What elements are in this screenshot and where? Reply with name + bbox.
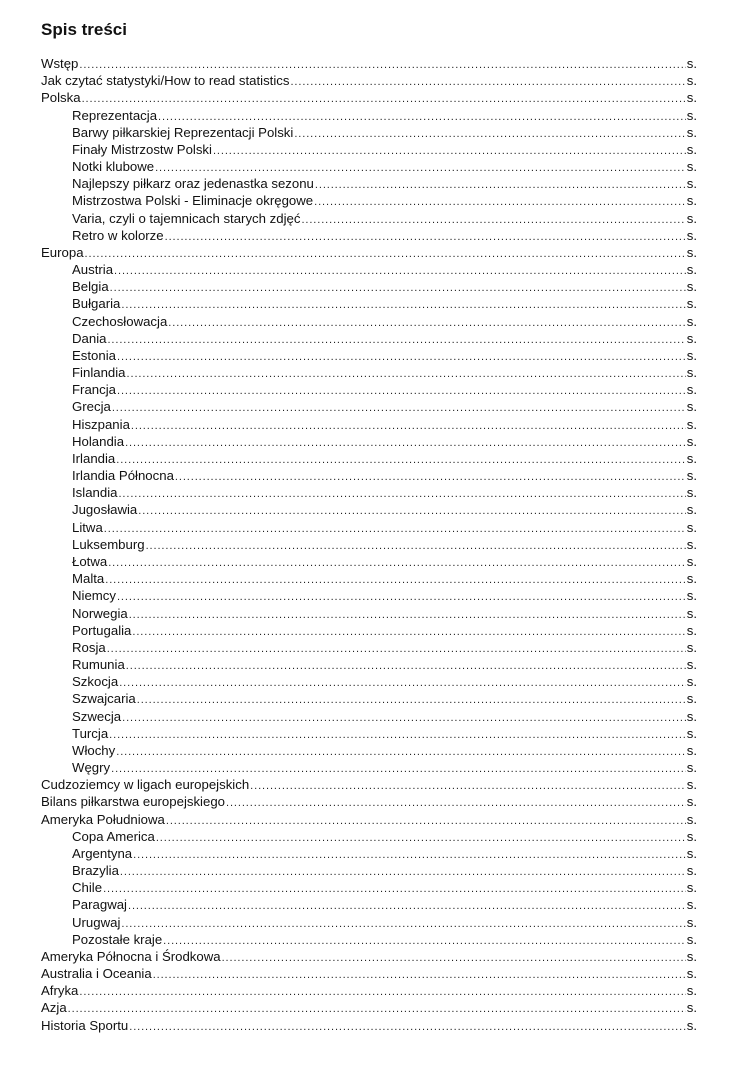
toc-entry-label: Bilans piłkarstwa europejskiego [41, 794, 225, 810]
toc-entry-label: Portugalia [72, 622, 132, 638]
toc-entry[interactable] [41, 828, 697, 845]
toc-entry-page: s. [686, 914, 697, 930]
toc-entry-label: Szwajcaria [72, 691, 136, 707]
toc-entry-label: Brazylia [72, 863, 119, 879]
toc-entry-page: s. [686, 244, 697, 260]
toc-entry-label: Irlandia [72, 450, 116, 466]
dot-leader [137, 692, 686, 707]
toc-entry[interactable] [41, 605, 697, 622]
toc-entry[interactable] [41, 725, 697, 742]
toc-entry[interactable] [41, 931, 697, 948]
toc-entry-label: Szwecja [72, 708, 122, 724]
dot-leader [127, 366, 686, 381]
toc-entry-page: s. [686, 536, 697, 552]
toc-entry-label: Irlandia Północna [72, 468, 174, 484]
dot-leader [314, 194, 686, 209]
toc-entry[interactable] [41, 570, 697, 587]
toc-entry-page: s. [686, 159, 697, 175]
dot-leader [79, 57, 685, 72]
dot-leader [68, 1001, 686, 1016]
dot-leader [129, 607, 686, 622]
toc-entry-label: Cudzoziemcy w ligach europejskich [41, 777, 250, 793]
toc-entry-page: s. [686, 742, 697, 758]
toc-entry[interactable] [41, 381, 697, 398]
toc-entry-label: Mistrzostwa Polski - Eliminacje okręgowe [72, 193, 314, 209]
toc-entry-page: s. [686, 399, 697, 415]
toc-entry-page: s. [686, 553, 697, 569]
dot-leader [290, 74, 685, 89]
dot-leader [109, 727, 686, 742]
toc-entry[interactable] [41, 89, 697, 106]
toc-entry[interactable] [41, 742, 697, 759]
toc-entry-label: Copa America [72, 828, 155, 844]
toc-entry[interactable] [41, 622, 697, 639]
toc-entry-label: Europa [41, 244, 84, 260]
toc-entry[interactable] [41, 519, 697, 536]
toc-entry-label: Szkocja [72, 674, 119, 690]
toc-entry-page: s. [686, 931, 697, 947]
dot-leader [133, 847, 686, 862]
toc-entry-label: Niemcy [72, 588, 116, 604]
toc-entry[interactable] [41, 948, 697, 965]
dot-leader [175, 469, 686, 484]
toc-entry-label: Najlepszy piłkarz oraz jedenastka sezonu [72, 176, 314, 192]
toc-entry[interactable] [41, 295, 697, 312]
toc-entry-page: s. [686, 845, 697, 861]
toc-entry[interactable] [41, 158, 697, 175]
dot-leader [116, 452, 685, 467]
dot-leader [114, 263, 686, 278]
toc-entry-label: Urugwaj [72, 914, 121, 930]
dot-leader [126, 658, 686, 673]
toc-entry-label: Włochy [72, 742, 116, 758]
toc-entry-label: Łotwa [72, 553, 108, 569]
toc-entry-page: s. [686, 811, 697, 827]
toc-entry[interactable] [41, 673, 697, 690]
toc-entry-label: Norwegia [72, 605, 128, 621]
toc-entry-page: s. [686, 193, 697, 209]
dot-leader [107, 332, 685, 347]
dot-leader [111, 761, 686, 776]
dot-leader [129, 1019, 686, 1034]
dot-leader [294, 126, 685, 141]
toc-entry-label: Argentyna [72, 845, 133, 861]
toc-entry-label: Varia, czyli o tajemnicach starych zdjęć [72, 210, 301, 226]
toc-entry-page: s. [686, 1017, 697, 1033]
toc-entry[interactable] [41, 845, 697, 862]
dot-leader [117, 383, 686, 398]
dot-leader [125, 435, 686, 450]
toc-entry[interactable] [41, 536, 697, 553]
dot-leader [122, 710, 686, 725]
toc-entry-page: s. [686, 897, 697, 913]
toc-entry-page: s. [686, 382, 697, 398]
dot-leader [103, 881, 686, 896]
toc-entry-label: Ameryka Południowa [41, 811, 165, 827]
dot-leader [110, 280, 686, 295]
toc-entry-label: Jugosławia [72, 502, 138, 518]
toc-entry[interactable] [41, 587, 697, 604]
dot-leader [132, 624, 685, 639]
toc-entry[interactable] [41, 313, 697, 330]
toc-entry-page: s. [686, 107, 697, 123]
toc-entry[interactable] [41, 965, 697, 982]
dot-leader [156, 830, 686, 845]
dot-leader [168, 315, 685, 330]
toc-entry[interactable] [41, 450, 697, 467]
dot-leader [128, 898, 686, 913]
toc-entry-label: Czechosłowacja [72, 313, 168, 329]
dot-leader [213, 143, 686, 158]
dot-leader [117, 589, 686, 604]
toc-entry-label: Paragwaj [72, 897, 127, 913]
dot-leader [107, 641, 686, 656]
toc-entry[interactable] [41, 690, 697, 707]
toc-entry-label: Historia Sportu [41, 1017, 129, 1033]
toc-entry-page: s. [686, 227, 697, 243]
dot-leader [108, 555, 686, 570]
toc-entry-page: s. [686, 124, 697, 140]
toc-entry-page: s. [686, 828, 697, 844]
toc-entry-page: s. [686, 948, 697, 964]
dot-leader [121, 916, 685, 931]
dot-leader [165, 229, 686, 244]
toc-entry-page: s. [686, 880, 697, 896]
toc-entry-label: Rosja [72, 639, 106, 655]
toc-entry-label: Retro w kolorze [72, 227, 164, 243]
toc-entry-page: s. [686, 416, 697, 432]
toc-entry-label: Wstęp [41, 56, 79, 71]
dot-leader [146, 538, 686, 553]
dot-leader [112, 400, 686, 415]
dot-leader [155, 160, 686, 175]
toc-entry-page: s. [686, 210, 697, 226]
toc-entry[interactable] [41, 261, 697, 278]
toc-entry[interactable] [41, 416, 697, 433]
toc-entry[interactable] [41, 759, 697, 776]
toc-entry-page: s. [686, 966, 697, 982]
toc-entry-label: Malta [72, 571, 105, 587]
toc-entry[interactable] [41, 398, 697, 415]
toc-entry-label: Barwy piłkarskiej Reprezentacji Polski [72, 124, 294, 140]
toc-entry[interactable] [41, 330, 697, 347]
toc-entry[interactable] [41, 192, 697, 209]
toc-entry-page: s. [686, 141, 697, 157]
toc-entry-page: s. [686, 365, 697, 381]
toc-entry[interactable] [41, 175, 697, 192]
toc-entry-label: Ameryka Północna i Środkowa [41, 948, 221, 964]
toc-title: Spis treści [41, 20, 127, 39]
toc-entry-label: Francja [72, 382, 116, 398]
toc-entry[interactable] [41, 1017, 697, 1034]
toc-entry-page: s. [686, 519, 697, 535]
toc-entry[interactable] [41, 879, 697, 896]
toc-entry-page: s. [686, 639, 697, 655]
toc-entry-label: Chile [72, 880, 103, 896]
toc-entry-page: s. [686, 176, 697, 192]
toc-entry[interactable] [41, 141, 697, 158]
toc-entry-label: Finlandia [72, 365, 126, 381]
toc-entry-page: s. [686, 433, 697, 449]
dot-leader [222, 950, 686, 965]
toc-entry[interactable] [41, 244, 697, 261]
toc-entry[interactable] [41, 55, 697, 72]
toc-entry[interactable] [41, 896, 697, 913]
toc-entry-label: Litwa [72, 519, 103, 535]
dot-leader [153, 967, 686, 982]
toc-entry-page: s. [686, 725, 697, 741]
toc-entry[interactable] [41, 656, 697, 673]
toc-entry-page: s. [686, 450, 697, 466]
toc-entry-page: s. [686, 262, 697, 278]
toc-entry-page: s. [686, 588, 697, 604]
toc-entry-page: s. [686, 502, 697, 518]
toc-entry[interactable] [41, 278, 697, 295]
toc-entry[interactable] [41, 484, 697, 501]
dot-leader [131, 418, 686, 433]
toc-entry-page: s. [686, 605, 697, 621]
dot-leader [301, 212, 685, 227]
toc-entry-page: s. [686, 674, 697, 690]
dot-leader [138, 503, 685, 518]
toc-entry-page: s. [686, 73, 697, 89]
toc-entry[interactable] [41, 124, 697, 141]
toc-entry[interactable] [41, 501, 697, 518]
toc-entry-page: s. [686, 1000, 697, 1016]
toc-entry[interactable] [41, 999, 697, 1016]
dot-leader [104, 521, 686, 536]
dot-leader [79, 984, 685, 999]
toc-entry[interactable] [41, 708, 697, 725]
toc-entry-label: Turcja [72, 725, 109, 741]
toc-entry-page: s. [686, 863, 697, 879]
toc-entry-label: Estonia [72, 347, 116, 363]
dot-leader [120, 864, 686, 879]
toc-entry-label: Polska [41, 90, 81, 106]
dot-leader [117, 349, 686, 364]
toc-entry-page: s. [686, 330, 697, 346]
dot-leader [85, 246, 686, 261]
toc-entry-label: Finały Mistrzostw Polski [72, 141, 212, 157]
toc-entry-page: s. [686, 571, 697, 587]
toc-entry[interactable] [41, 433, 697, 450]
toc-entry-label: Holandia [72, 433, 125, 449]
toc-entry-page: s. [686, 279, 697, 295]
toc-entry-label: Rumunia [72, 657, 125, 673]
toc-entry[interactable] [41, 862, 697, 879]
toc-entry-page: s. [686, 708, 697, 724]
toc-entry-label: Australia i Oceania [41, 966, 152, 982]
toc-entry[interactable] [41, 811, 697, 828]
dot-leader [250, 778, 686, 793]
toc-entry-label: Hiszpania [72, 416, 130, 432]
toc-entry-page: s. [686, 794, 697, 810]
dot-leader [116, 744, 686, 759]
toc-entry-page: s. [686, 691, 697, 707]
toc-entry[interactable] [41, 364, 697, 381]
toc-entry-label: Austria [72, 262, 114, 278]
toc-entry-page: s. [686, 983, 697, 999]
dot-leader [119, 675, 686, 690]
toc-entry-label: Notki klubowe [72, 159, 155, 175]
toc-entry-label: Islandia [72, 485, 118, 501]
dot-leader [121, 297, 685, 312]
toc-entry[interactable] [41, 639, 697, 656]
toc-entry[interactable] [41, 72, 697, 89]
toc-entry-label: Azja [41, 1000, 67, 1016]
toc-entry-label: Luksemburg [72, 536, 145, 552]
toc-entry-label: Pozostałe kraje [72, 931, 163, 947]
dot-leader [163, 933, 686, 948]
toc-entry-page: s. [686, 56, 697, 71]
toc-entry[interactable] [41, 107, 697, 124]
toc-entry-page: s. [686, 296, 697, 312]
dot-leader [315, 177, 686, 192]
toc-entry[interactable] [41, 982, 697, 999]
dot-leader [158, 109, 686, 124]
dot-leader [166, 813, 686, 828]
toc-entry[interactable] [41, 467, 697, 484]
toc-entry-page: s. [686, 90, 697, 106]
dot-leader [118, 486, 685, 501]
dot-leader [82, 91, 686, 106]
toc-entry-page: s. [686, 622, 697, 638]
toc-entry-page: s. [686, 347, 697, 363]
toc-entry[interactable] [41, 553, 697, 570]
toc-entry-label: Reprezentacja [72, 107, 158, 123]
toc-entry[interactable] [41, 793, 697, 810]
dot-leader [105, 572, 685, 587]
dot-leader [226, 795, 686, 810]
toc-entry-label: Węgry [72, 760, 111, 776]
toc-entry[interactable] [41, 210, 697, 227]
toc-entry-label: Dania [72, 330, 107, 346]
toc-entry-page: s. [686, 468, 697, 484]
toc-entry-page: s. [686, 777, 697, 793]
toc-entry-label: Grecja [72, 399, 111, 415]
toc-entry-page: s. [686, 760, 697, 776]
toc-list [41, 55, 697, 1034]
toc-entry-label: Belgia [72, 279, 109, 295]
toc-entry-page: s. [686, 313, 697, 329]
toc-entry-label: Afryka [41, 983, 79, 999]
toc-entry-label: Bułgaria [72, 296, 121, 312]
toc-entry-page: s. [686, 485, 697, 501]
toc-entry[interactable] [41, 227, 697, 244]
toc-entry[interactable] [41, 914, 697, 931]
toc-entry[interactable] [41, 776, 697, 793]
toc-entry-page: s. [686, 657, 697, 673]
toc-entry-label: Jak czytać statystyki/How to read statistics [41, 73, 290, 89]
toc-entry[interactable] [41, 347, 697, 364]
